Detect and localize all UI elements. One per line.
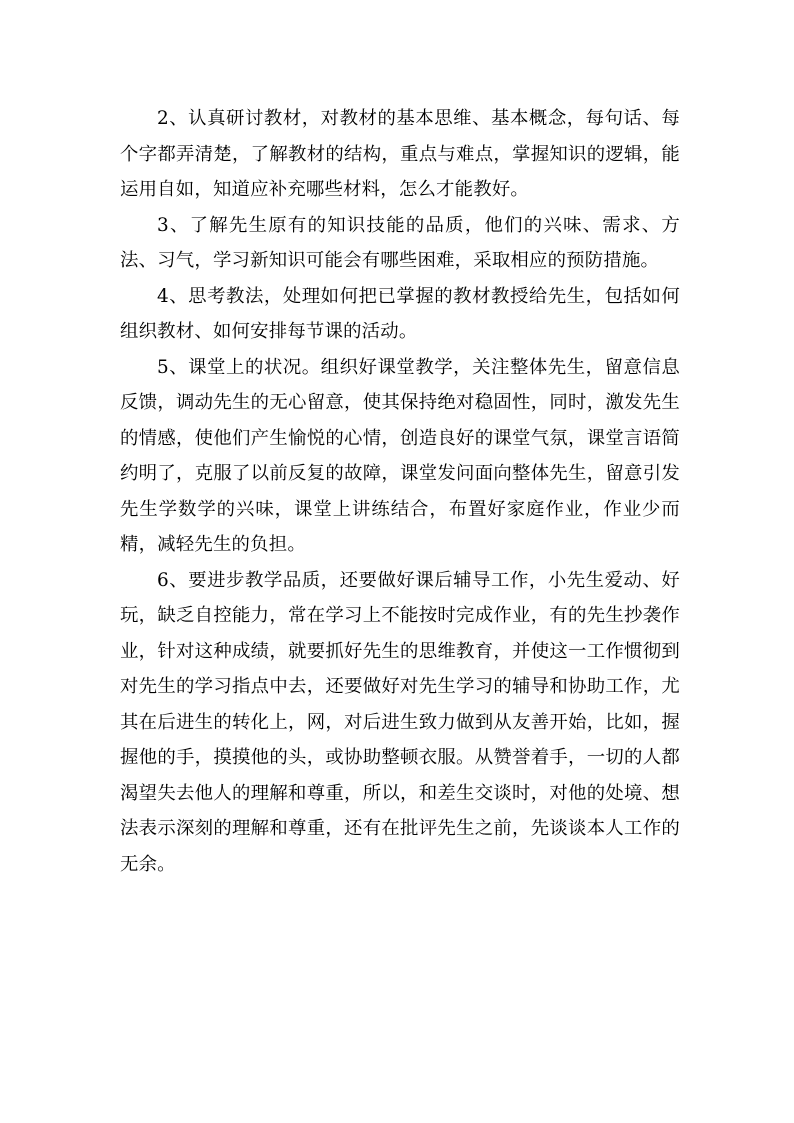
document-body (120, 101, 680, 882)
paragraph-6: 6、要进步教学品质，还要做好课后辅导工作，小先生爱动、好玩，缺乏自控能力，常在学习上不能按时完成作业，有的先生抄袭作业，针对这种成绩，就要抓好先生的思维教育，并使这一工作惯彻到对先生的学习指点中去，还要做好对先生学习的辅导和协助工作，尤其在后进生的转化上，网，对后进生致力做到从友善开始，比如，握握他的手，摸摸他的头，或协助整顿衣服。从赞誉着手，一切的人都渴望失去他人的理解和尊重，所以，和差生交谈时，对他的处境、想法表示深刻的理解和尊重，还有在批评先生之前，先谈谈本人工作的无余。 (120, 569, 680, 875)
paragraph-2: 2、认真研讨教材，对教材的基本思维、基本概念，每句话、每个字都弄清楚，了解教材的结构，重点与难点，掌握知识的逻辑，能运用自如，知道应补充哪些材料，怎么才能教好。 (120, 108, 680, 200)
paragraph-5: 5、课堂上的状况。组织好课堂教学，关注整体先生，留意信息反馈，调动先生的无心留意，使其保持绝对稳固性，同时，激发先生的情感，使他们产生愉悦的心情，创造良好的课堂气氛，课堂言语简约明了，克服了以前反复的故障，课堂发问面向整体先生，留意引发先生学数学的兴味，课堂上讲练结合，布置好家庭作业，作业少而精，减轻先生的负担。 (120, 356, 680, 555)
paragraph-3: 3、了解先生原有的知识技能的品质，他们的兴味、需求、方法、习气，学习新知识可能会有哪些困难，采取相应的预防措施。 (120, 214, 680, 271)
paragraph-4: 4、思考教法，处理如何把已掌握的教材教授给先生，包括如何组织教材、如何安排每节课的活动。 (120, 285, 680, 342)
